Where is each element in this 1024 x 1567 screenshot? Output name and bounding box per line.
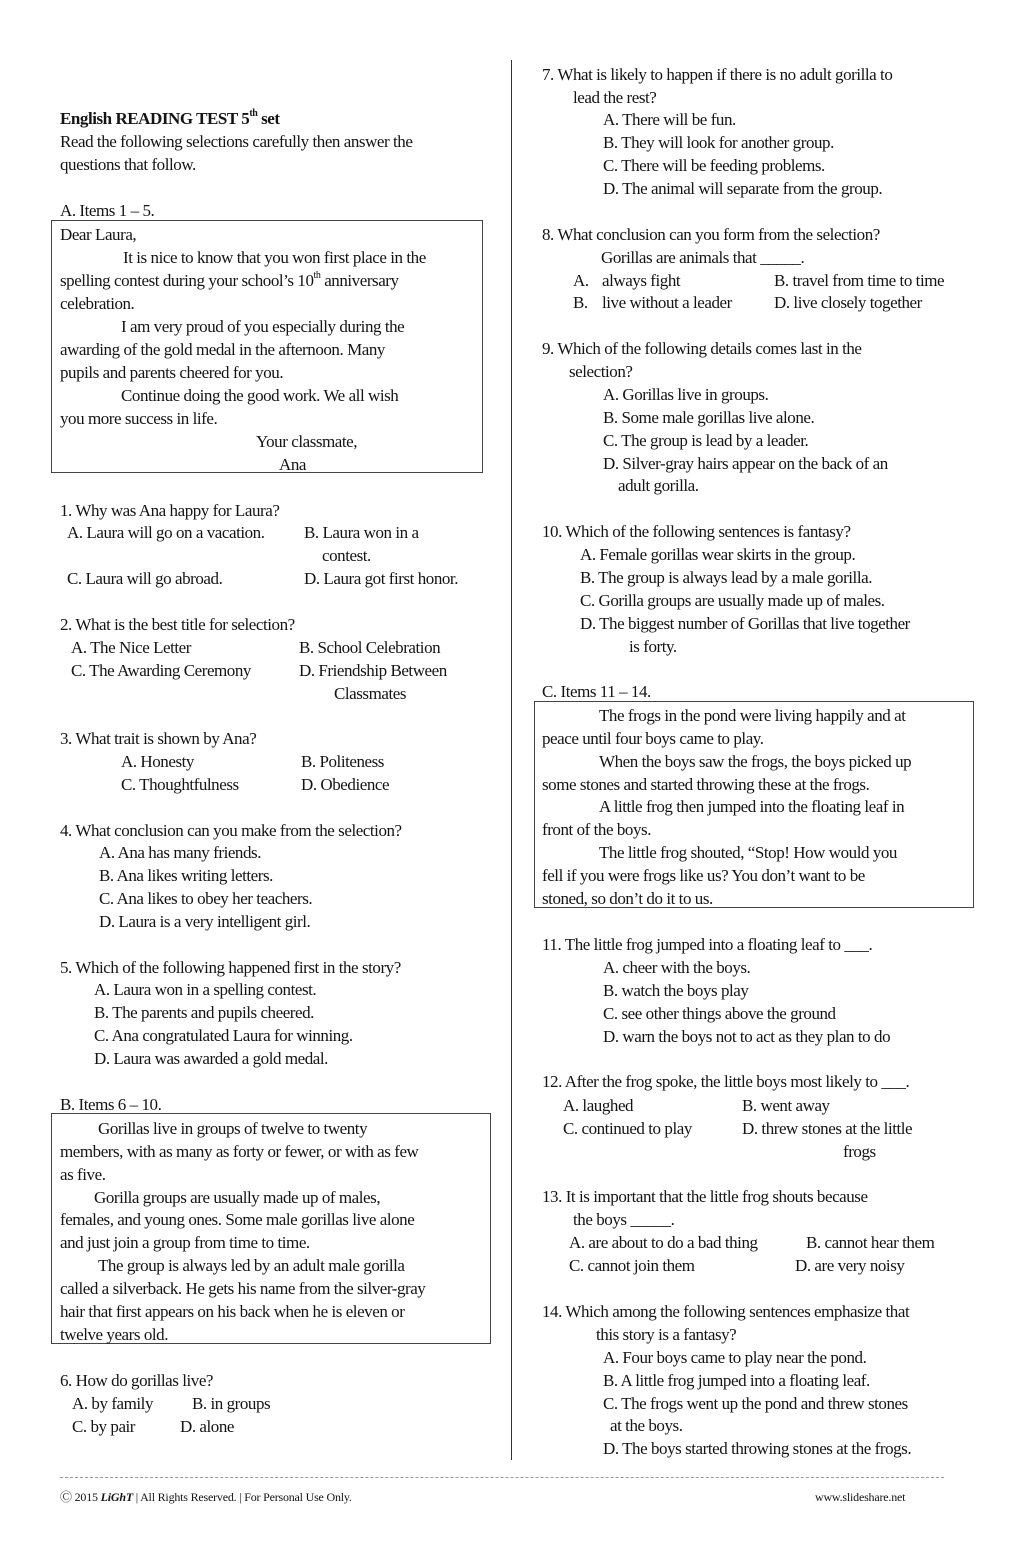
answer-option: C. Ana congratulated Laura for winning. — [94, 1026, 353, 1045]
passage-line: called a silverback. He gets his name from the silver-gray — [60, 1279, 426, 1298]
answer-option: C. cannot join them — [569, 1256, 695, 1275]
passage-line: front of the boys. — [542, 820, 651, 839]
passage-line: awarding of the gold medal in the afternoon. Many — [60, 340, 385, 359]
passage-line: stoned, so don’t do it to us. — [542, 889, 713, 908]
answer-option: adult gorilla. — [618, 476, 699, 495]
passage-line: spelling contest during your school’s 10th anniversary — [60, 270, 399, 290]
answer-option: B. Laura won in a — [304, 523, 419, 542]
answer-option: A. Laura will go on a vacation. — [67, 523, 265, 542]
passage-line: hair that first appears on his back when he is eleven or — [60, 1302, 405, 1321]
answer-option: A. Gorillas live in groups. — [603, 385, 769, 404]
answer-option: A. Four boys came to play near the pond. — [603, 1348, 867, 1367]
answer-option: D. The boys started throwing stones at the frogs. — [603, 1439, 912, 1458]
answer-option: B. cannot hear them — [806, 1233, 935, 1252]
footer-site: www.slideshare.net — [815, 1490, 906, 1504]
passage-line: Continue doing the good work. We all wish — [121, 386, 399, 405]
passage-line: When the boys saw the frogs, the boys picked up — [599, 752, 912, 771]
answer-option: D. Silver-gray hairs appear on the back of an — [603, 454, 888, 473]
answer-option: D. live closely together — [774, 293, 922, 312]
answer-option: B. The group is always lead by a male gorilla. — [580, 568, 872, 587]
answer-option: D. Laura was awarded a gold medal. — [94, 1049, 328, 1068]
answer-option: A. The Nice Letter — [71, 638, 191, 657]
passage-line: some stones and started throwing these at the frogs. — [542, 775, 870, 794]
passage-line: Gorilla groups are usually made up of males, — [94, 1188, 381, 1207]
passage-line: fell if you were frogs like us? You don’t want to be — [542, 866, 865, 885]
answer-option: B. School Celebration — [299, 638, 441, 657]
answer-option: D. alone — [180, 1417, 234, 1436]
question-stem: 14. Which among the following sentences emphasize that — [542, 1302, 910, 1321]
passage-line: celebration. — [60, 294, 135, 313]
passage-line: and just join a group from time to time. — [60, 1233, 310, 1252]
answer-letter: A. — [573, 271, 589, 290]
question-stem: 11. The little frog jumped into a floating leaf to ___. — [542, 935, 873, 954]
answer-option: B. The parents and pupils cheered. — [94, 1003, 314, 1022]
question-stem: 6. How do gorillas live? — [60, 1371, 214, 1390]
answer-option: D. The biggest number of Gorillas that live together — [580, 614, 910, 633]
passage-line: females, and young ones. Some male gorillas live alone — [60, 1210, 415, 1229]
answer-option: A. Female gorillas wear skirts in the group. — [580, 545, 856, 564]
answer-option: D. The animal will separate from the group. — [603, 179, 883, 198]
answer-option: C. There will be feeding problems. — [603, 156, 825, 175]
answer-option: D. Friendship Between — [299, 661, 447, 680]
answer-option: D. Laura is a very intelligent girl. — [99, 912, 311, 931]
answer-option: contest. — [322, 546, 371, 565]
answer-option: B. travel from time to time — [774, 271, 945, 290]
answer-option: B. watch the boys play — [603, 981, 749, 1000]
passage-line: The little frog shouted, “Stop! How would you — [599, 843, 897, 862]
instructions: Read the following selections carefully then answer the — [60, 132, 413, 151]
answer-option: always fight — [602, 271, 681, 290]
passage-line: It is nice to know that you won first place in the — [123, 248, 426, 267]
answer-option: A. by family — [72, 1394, 154, 1413]
answer-option: A. There will be fun. — [603, 110, 736, 129]
answer-option: Classmates — [334, 684, 406, 703]
passage-line: as five. — [60, 1165, 106, 1184]
question-stem: 5. Which of the following happened first in the story? — [60, 958, 401, 977]
passage-line: Dear Laura, — [60, 225, 137, 244]
passage-line: The group is always led by an adult male gorilla — [98, 1256, 405, 1275]
question-stem: 7. What is likely to happen if there is no adult gorilla to — [542, 65, 893, 84]
question-stem: 1. Why was Ana happy for Laura? — [60, 501, 280, 520]
answer-option: D. warn the boys not to act as they plan to do — [603, 1027, 891, 1046]
answer-letter: B. — [573, 293, 588, 312]
answer-option: C. continued to play — [563, 1119, 692, 1138]
answer-option: C. Gorilla groups are usually made up of males. — [580, 591, 885, 610]
question-stem: 2. What is the best title for selection? — [60, 615, 295, 634]
passage-line: A little frog then jumped into the floating leaf in — [599, 797, 905, 816]
answer-option: C. see other things above the ground — [603, 1004, 836, 1023]
passage-line: peace until four boys came to play. — [542, 729, 764, 748]
answer-option: at the boys. — [610, 1416, 683, 1435]
answer-option: D. Obedience — [301, 775, 390, 794]
answer-option: D. threw stones at the little — [742, 1119, 913, 1138]
question-stem: 13. It is important that the little frog shouts because — [542, 1187, 868, 1206]
question-stem: 9. Which of the following details comes last in the — [542, 339, 862, 358]
answer-option: C. Ana likes to obey her teachers. — [99, 889, 313, 908]
passage-line: Ana — [279, 455, 306, 474]
answer-option: B. Some male gorillas live alone. — [603, 408, 815, 427]
passage-line: I am very proud of you especially during the — [121, 317, 405, 336]
answer-option: B. A little frog jumped into a floating leaf. — [603, 1371, 870, 1390]
passage-line: Your classmate, — [256, 432, 358, 451]
section-c-heading: C. Items 11 – 14. — [542, 682, 651, 701]
section-b-heading: B. Items 6 – 10. — [60, 1095, 162, 1114]
section-a-heading: A. Items 1 – 5. — [60, 201, 155, 220]
answer-option: C. The group is lead by a leader. — [603, 431, 809, 450]
answer-option: A. laughed — [563, 1096, 634, 1115]
answer-option: frogs — [843, 1142, 876, 1161]
answer-option: B. Ana likes writing letters. — [99, 866, 273, 885]
question-stem: selection? — [569, 362, 633, 381]
answer-option: A. cheer with the boys. — [603, 958, 751, 977]
answer-option: A. Ana has many friends. — [99, 843, 261, 862]
test-title: English READING TEST 5th set — [60, 108, 280, 128]
answer-option: C. Laura will go abroad. — [67, 569, 223, 588]
question-stem: 10. Which of the following sentences is fantasy? — [542, 522, 851, 541]
answer-option: D. are very noisy — [795, 1256, 905, 1275]
answer-option: A. Laura won in a spelling contest. — [94, 980, 317, 999]
question-stem: 4. What conclusion can you make from the selection? — [60, 821, 402, 840]
question-stem: 8. What conclusion can you form from the selection? — [542, 225, 880, 244]
question-stem: this story is a fantasy? — [596, 1325, 737, 1344]
answer-option: A. are about to do a bad thing — [569, 1233, 758, 1252]
passage-line: Gorillas live in groups of twelve to twenty — [98, 1119, 368, 1138]
column-divider — [511, 60, 512, 1460]
answer-option: is forty. — [629, 637, 677, 656]
passage-line: twelve years old. — [60, 1325, 169, 1344]
answer-option: A. Honesty — [121, 752, 194, 771]
answer-option: C. by pair — [72, 1417, 136, 1436]
question-stem: lead the rest? — [573, 88, 657, 107]
question-stem: 12. After the frog spoke, the little boys most likely to ___. — [542, 1072, 910, 1091]
answer-option: B. They will look for another group. — [603, 133, 834, 152]
instructions: questions that follow. — [60, 155, 196, 174]
answer-option: B. went away — [742, 1096, 830, 1115]
answer-option: C. Thoughtfulness — [121, 775, 239, 794]
answer-option: C. The frogs went up the pond and threw stones — [603, 1394, 908, 1413]
footer-rule — [60, 1477, 944, 1478]
answer-option: live without a leader — [602, 293, 732, 312]
answer-option: C. The Awarding Ceremony — [71, 661, 251, 680]
question-stem: the boys _____. — [573, 1210, 675, 1229]
passage-line: members, with as many as forty or fewer, or with as few — [60, 1142, 419, 1161]
answer-option: B. in groups — [192, 1394, 271, 1413]
question-stem: Gorillas are animals that _____. — [601, 248, 805, 267]
answer-option: D. Laura got first honor. — [304, 569, 458, 588]
passage-line: you more success in life. — [60, 409, 218, 428]
footer-copyright: Ⓒ 2015 LiGhT | All Rights Reserved. | For Personal Use Only. — [60, 1490, 352, 1504]
passage-line: The frogs in the pond were living happily and at — [599, 706, 906, 725]
answer-option: B. Politeness — [301, 752, 384, 771]
question-stem: 3. What trait is shown by Ana? — [60, 729, 257, 748]
passage-line: pupils and parents cheered for you. — [60, 363, 284, 382]
